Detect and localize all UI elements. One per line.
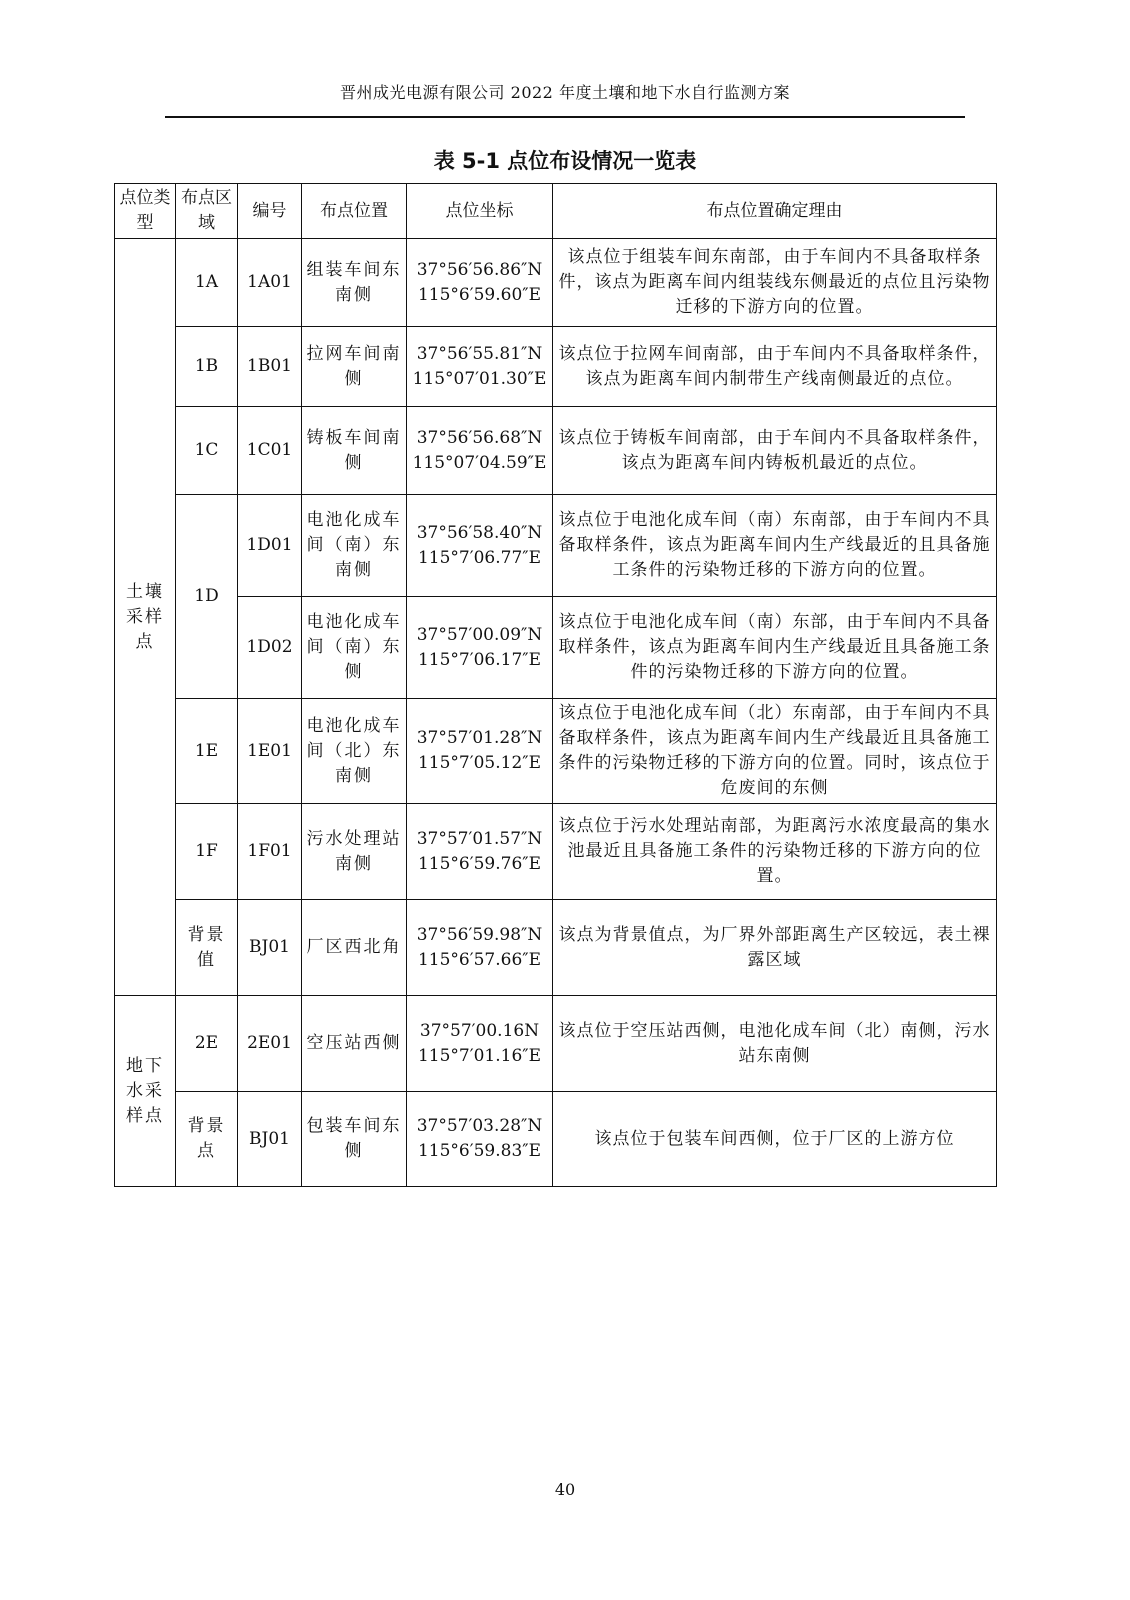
cell-coords (407, 239, 553, 327)
cell-reason: 该点位于拉网车间南部，由于车间内不具备取样条件，该点为距离车间内制带生产线南侧最近的点位。 (553, 327, 997, 407)
cell-area: 1A (176, 239, 238, 327)
cell-position: 电池化成车间（北）东南侧 (302, 699, 407, 804)
sampling-points-table (114, 183, 997, 1187)
cell-code: BJ01 (238, 900, 302, 996)
cell-lon: 115°7′06.17″E (417, 649, 542, 670)
cell-area: 1C (176, 407, 238, 495)
cell-lat: 37°56′59.98″N (416, 924, 543, 945)
cell-code: BJ01 (238, 1092, 302, 1187)
cell-coords (407, 495, 553, 597)
cell-area: 1D (176, 495, 238, 699)
col-header-coords: 点位坐标 (407, 184, 553, 239)
col-header-reason: 布点位置确定理由 (553, 184, 997, 239)
cell-code: 1E01 (238, 699, 302, 804)
cell-position: 污水处理站南侧 (302, 804, 407, 900)
cell-position: 厂区西北角 (302, 900, 407, 996)
col-header-code: 编号 (238, 184, 302, 239)
cell-reason: 该点位于电池化成车间（南）东部，由于车间内不具备取样条件，该点为距离车间内生产线最近且具备施工条件的污染物迁移的下游方向的位置。 (553, 597, 997, 699)
cell-reason: 该点位于电池化成车间（北）东南部，由于车间内不具备取样条件，该点为距离车间内生产线最近且具备施工条件的污染物迁移的下游方向的位置。同时，该点位于危废间的东侧 (553, 699, 997, 804)
table-row (115, 1092, 997, 1187)
cell-coords (407, 597, 553, 699)
cell-code: 1C01 (238, 407, 302, 495)
cell-reason: 该点位于电池化成车间（南）东南部，由于车间内不具备取样条件，该点为距离车间内生产线最近的且具备施工条件的污染物迁移的下游方向的位置。 (553, 495, 997, 597)
page-number: 40 (554, 1480, 576, 1499)
cell-coords (407, 327, 553, 407)
table-header-row (115, 184, 997, 239)
cell-coords (407, 900, 553, 996)
page-header: 晋州成光电源有限公司 2022 年度土壤和地下水自行监测方案 (340, 83, 790, 102)
cell-lat: 37°57′00.09″N (416, 624, 543, 645)
cell-lon: 115°6′59.60″E (417, 284, 542, 305)
cell-lon: 115°7′05.12″E (417, 753, 542, 773)
table-row (115, 239, 997, 327)
cell-area: 1F (176, 804, 238, 900)
cell-area: 1E (176, 699, 238, 804)
cell-lat: 37°56′55.81″N (416, 343, 543, 364)
cell-reason: 该点位于组装车间东南部，由于车间内不具备取样条件，该点为距离车间内组装线东侧最近的点位且污染物迁移的下游方向的位置。 (553, 239, 997, 327)
cell-code: 1D01 (238, 495, 302, 597)
cell-lat: 37°57′03.28″N (416, 1116, 543, 1136)
col-header-position: 布点位置 (302, 184, 407, 239)
cell-lat: 37°57′00.16N (419, 1020, 540, 1041)
header-rule (165, 116, 965, 118)
cell-code: 1D02 (238, 597, 302, 699)
cell-lon: 115°07′04.59″E (412, 452, 547, 473)
cell-lon: 115°6′59.83″E (417, 1141, 542, 1161)
cell-code: 1A01 (238, 239, 302, 327)
group-soil: 土壤采样点 (115, 239, 176, 996)
cell-reason: 该点位于空压站西侧，电池化成车间（北）南侧，污水站东南侧 (553, 996, 997, 1092)
cell-reason: 该点为背景值点，为厂界外部距离生产区较远，表土裸露区域 (553, 900, 997, 996)
table-row (115, 900, 997, 996)
cell-position: 铸板车间南侧 (302, 407, 407, 495)
cell-code: 1F01 (238, 804, 302, 900)
col-header-type: 点位类型 (115, 184, 176, 239)
table-row (115, 597, 997, 699)
table-row (115, 495, 997, 597)
cell-position: 空压站西侧 (302, 996, 407, 1092)
cell-position: 组装车间东南侧 (302, 239, 407, 327)
cell-coords (407, 699, 553, 804)
table-row (115, 407, 997, 495)
cell-position: 电池化成车间（南）东侧 (302, 597, 407, 699)
cell-lat: 37°56′56.86″N (416, 259, 543, 280)
cell-area: 背景值 (176, 900, 238, 996)
table-row (115, 996, 997, 1092)
cell-reason: 该点位于污水处理站南部，为距离污水浓度最高的集水池最近且具备施工条件的污染物迁移的下游方向的位置。 (553, 804, 997, 900)
cell-lon: 115°6′57.66″E (417, 949, 542, 970)
cell-area: 背景点 (176, 1092, 238, 1187)
cell-area: 2E (176, 996, 238, 1092)
cell-area: 1B (176, 327, 238, 407)
cell-coords (407, 996, 553, 1092)
table-row (115, 804, 997, 900)
cell-lon: 115°7′01.16″E (417, 1045, 542, 1066)
cell-lat: 37°57′01.57″N (416, 828, 543, 849)
group-groundwater: 地下水采样点 (115, 996, 176, 1187)
cell-lat: 37°56′58.40″N (416, 522, 543, 543)
col-header-area: 布点区域 (176, 184, 238, 239)
cell-coords (407, 407, 553, 495)
table-row (115, 327, 997, 407)
cell-position: 包装车间东侧 (302, 1092, 407, 1187)
cell-coords (407, 804, 553, 900)
cell-lon: 115°6′59.76″E (417, 853, 542, 874)
cell-position: 电池化成车间（南）东南侧 (302, 495, 407, 597)
table-row (115, 699, 997, 804)
cell-reason: 该点位于包装车间西侧，位于厂区的上游方位 (553, 1092, 997, 1187)
cell-coords (407, 1092, 553, 1187)
cell-reason: 该点位于铸板车间南部，由于车间内不具备取样条件，该点为距离车间内铸板机最近的点位。 (553, 407, 997, 495)
cell-lon: 115°7′06.77″E (417, 547, 542, 568)
table-title: 表 5-1 点位布设情况一览表 (433, 149, 697, 173)
cell-lat: 37°57′01.28″N (416, 728, 543, 748)
cell-code: 1B01 (238, 327, 302, 407)
cell-code: 2E01 (238, 996, 302, 1092)
cell-lon: 115°07′01.30″E (412, 368, 547, 389)
cell-lat: 37°56′56.68″N (416, 427, 543, 448)
cell-position: 拉网车间南侧 (302, 327, 407, 407)
